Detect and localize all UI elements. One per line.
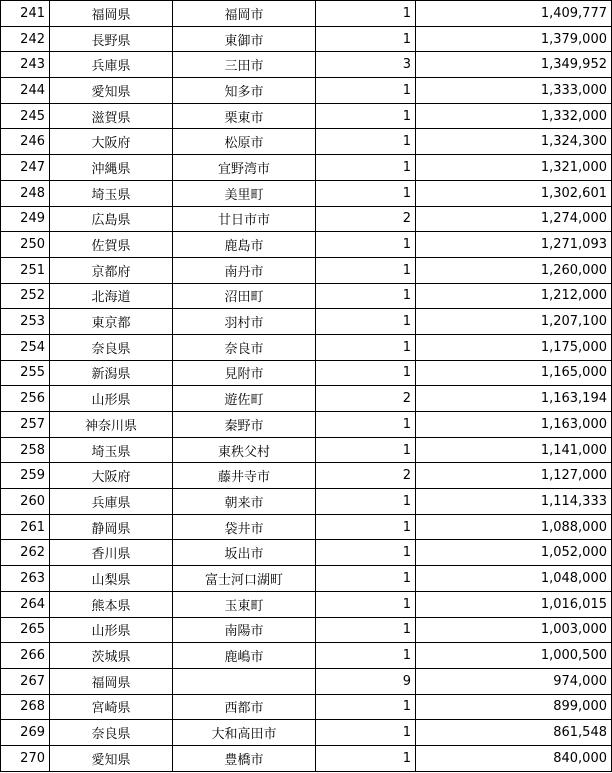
count-cell: 1: [316, 26, 416, 52]
count-cell: 1: [316, 155, 416, 181]
rank-cell: 258: [1, 437, 50, 463]
rank-cell: 259: [1, 463, 50, 489]
rank-cell: 250: [1, 232, 50, 258]
table-row: [1, 694, 612, 720]
count-cell: 1: [316, 1, 416, 27]
rank-cell: 257: [1, 412, 50, 438]
table-row: [1, 334, 612, 360]
count-cell: 1: [316, 720, 416, 746]
amount-cell: 1,260,000: [416, 257, 612, 283]
rank-cell: 270: [1, 745, 50, 771]
ranking-table-body: [1, 1, 612, 772]
amount-cell: 1,163,194: [416, 386, 612, 412]
municipality-cell: 東秩父村: [173, 437, 316, 463]
count-cell: 1: [316, 232, 416, 258]
municipality-cell: 知多市: [173, 78, 316, 104]
rank-cell: 242: [1, 26, 50, 52]
amount-cell: 1,207,100: [416, 309, 612, 335]
amount-cell: 1,271,093: [416, 232, 612, 258]
prefecture-cell: 宮崎県: [50, 694, 173, 720]
table-row: [1, 103, 612, 129]
municipality-cell: 三田市: [173, 52, 316, 78]
rank-cell: 248: [1, 180, 50, 206]
table-row: [1, 206, 612, 232]
prefecture-cell: 東京都: [50, 309, 173, 335]
count-cell: 1: [316, 437, 416, 463]
table-row: [1, 591, 612, 617]
municipality-cell: 見附市: [173, 360, 316, 386]
count-cell: 1: [316, 566, 416, 592]
prefecture-cell: 新潟県: [50, 360, 173, 386]
prefecture-cell: 北海道: [50, 283, 173, 309]
amount-cell: 1,175,000: [416, 334, 612, 360]
count-cell: 2: [316, 386, 416, 412]
rank-cell: 256: [1, 386, 50, 412]
count-cell: 1: [316, 694, 416, 720]
table-row: [1, 283, 612, 309]
table-row: [1, 745, 612, 771]
amount-cell: 1,321,000: [416, 155, 612, 181]
table-row: [1, 617, 612, 643]
rank-cell: 262: [1, 540, 50, 566]
prefecture-cell: 長野県: [50, 26, 173, 52]
table-row: [1, 257, 612, 283]
prefecture-cell: 沖縄県: [50, 155, 173, 181]
table-row: [1, 155, 612, 181]
amount-cell: 1,274,000: [416, 206, 612, 232]
amount-cell: 899,000: [416, 694, 612, 720]
municipality-cell: 遊佐町: [173, 386, 316, 412]
municipality-cell: 廿日市市: [173, 206, 316, 232]
count-cell: 1: [316, 489, 416, 515]
amount-cell: 1,302,601: [416, 180, 612, 206]
prefecture-cell: 兵庫県: [50, 52, 173, 78]
count-cell: 3: [316, 52, 416, 78]
municipality-cell: 奈良市: [173, 334, 316, 360]
amount-cell: 1,052,000: [416, 540, 612, 566]
table-row: [1, 232, 612, 258]
table-row: [1, 566, 612, 592]
municipality-cell: 羽村市: [173, 309, 316, 335]
amount-cell: 840,000: [416, 745, 612, 771]
prefecture-cell: 山形県: [50, 386, 173, 412]
prefecture-cell: 熊本県: [50, 591, 173, 617]
prefecture-cell: 香川県: [50, 540, 173, 566]
municipality-cell: 宜野湾市: [173, 155, 316, 181]
count-cell: 1: [316, 412, 416, 438]
table-row: [1, 463, 612, 489]
table-row: [1, 437, 612, 463]
count-cell: 1: [316, 309, 416, 335]
prefecture-cell: 佐賀県: [50, 232, 173, 258]
count-cell: 1: [316, 591, 416, 617]
municipality-cell: 西都市: [173, 694, 316, 720]
amount-cell: 1,048,000: [416, 566, 612, 592]
count-cell: 1: [316, 180, 416, 206]
municipality-cell: 袋井市: [173, 514, 316, 540]
rank-cell: 264: [1, 591, 50, 617]
count-cell: 1: [316, 129, 416, 155]
count-cell: 1: [316, 283, 416, 309]
table-row: [1, 129, 612, 155]
amount-cell: 1,088,000: [416, 514, 612, 540]
table-row: [1, 180, 612, 206]
amount-cell: 1,163,000: [416, 412, 612, 438]
amount-cell: 1,127,000: [416, 463, 612, 489]
rank-cell: 265: [1, 617, 50, 643]
count-cell: 1: [316, 103, 416, 129]
prefecture-cell: 兵庫県: [50, 489, 173, 515]
municipality-cell: 坂出市: [173, 540, 316, 566]
count-cell: 1: [316, 617, 416, 643]
amount-cell: 1,165,000: [416, 360, 612, 386]
table-row: [1, 514, 612, 540]
municipality-cell: 豊橋市: [173, 745, 316, 771]
amount-cell: 1,324,300: [416, 129, 612, 155]
amount-cell: 861,548: [416, 720, 612, 746]
prefecture-cell: 愛知県: [50, 78, 173, 104]
rank-cell: 254: [1, 334, 50, 360]
municipality-cell: [173, 668, 316, 694]
rank-cell: 241: [1, 1, 50, 27]
count-cell: 1: [316, 360, 416, 386]
table-row: [1, 309, 612, 335]
amount-cell: 1,379,000: [416, 26, 612, 52]
rank-cell: 252: [1, 283, 50, 309]
table-row: [1, 78, 612, 104]
amount-cell: 1,333,000: [416, 78, 612, 104]
municipality-cell: 東御市: [173, 26, 316, 52]
amount-cell: 1,016,015: [416, 591, 612, 617]
prefecture-cell: 山梨県: [50, 566, 173, 592]
municipality-cell: 鹿嶋市: [173, 643, 316, 669]
table-row: [1, 1, 612, 27]
prefecture-cell: 茨城県: [50, 643, 173, 669]
municipality-cell: 南丹市: [173, 257, 316, 283]
amount-cell: 1,003,000: [416, 617, 612, 643]
prefecture-cell: 神奈川県: [50, 412, 173, 438]
table-row: [1, 540, 612, 566]
table-row: [1, 643, 612, 669]
prefecture-cell: 福岡県: [50, 1, 173, 27]
prefecture-cell: 埼玉県: [50, 180, 173, 206]
municipality-cell: 南陽市: [173, 617, 316, 643]
table-row: [1, 52, 612, 78]
count-cell: 2: [316, 206, 416, 232]
prefecture-cell: 奈良県: [50, 334, 173, 360]
rank-cell: 268: [1, 694, 50, 720]
municipality-cell: 栗東市: [173, 103, 316, 129]
municipality-cell: 大和高田市: [173, 720, 316, 746]
rank-cell: 255: [1, 360, 50, 386]
amount-cell: 1,332,000: [416, 103, 612, 129]
amount-cell: 1,000,500: [416, 643, 612, 669]
amount-cell: 1,349,952: [416, 52, 612, 78]
rank-cell: 253: [1, 309, 50, 335]
rank-cell: 247: [1, 155, 50, 181]
count-cell: 1: [316, 745, 416, 771]
rank-cell: 251: [1, 257, 50, 283]
count-cell: 9: [316, 668, 416, 694]
count-cell: 1: [316, 514, 416, 540]
prefecture-cell: 大阪府: [50, 463, 173, 489]
rank-cell: 263: [1, 566, 50, 592]
prefecture-cell: 山形県: [50, 617, 173, 643]
count-cell: 1: [316, 257, 416, 283]
prefecture-cell: 京都府: [50, 257, 173, 283]
table-row: [1, 668, 612, 694]
prefecture-cell: 広島県: [50, 206, 173, 232]
municipality-cell: 福岡市: [173, 1, 316, 27]
table-row: [1, 489, 612, 515]
municipality-cell: 藤井寺市: [173, 463, 316, 489]
table-row: [1, 386, 612, 412]
count-cell: 1: [316, 540, 416, 566]
rank-cell: 244: [1, 78, 50, 104]
municipality-cell: 美里町: [173, 180, 316, 206]
prefecture-cell: 埼玉県: [50, 437, 173, 463]
rank-cell: 246: [1, 129, 50, 155]
count-cell: 1: [316, 334, 416, 360]
prefecture-cell: 静岡県: [50, 514, 173, 540]
municipality-cell: 沼田町: [173, 283, 316, 309]
municipality-cell: 松原市: [173, 129, 316, 155]
count-cell: 1: [316, 78, 416, 104]
municipality-cell: 富士河口湖町: [173, 566, 316, 592]
amount-cell: 974,000: [416, 668, 612, 694]
rank-cell: 243: [1, 52, 50, 78]
count-cell: 1: [316, 643, 416, 669]
rank-cell: 266: [1, 643, 50, 669]
prefecture-cell: 大阪府: [50, 129, 173, 155]
municipality-cell: 朝来市: [173, 489, 316, 515]
amount-cell: 1,409,777: [416, 1, 612, 27]
amount-cell: 1,212,000: [416, 283, 612, 309]
municipality-cell: 鹿島市: [173, 232, 316, 258]
count-cell: 2: [316, 463, 416, 489]
rank-cell: 269: [1, 720, 50, 746]
amount-cell: 1,141,000: [416, 437, 612, 463]
prefecture-cell: 奈良県: [50, 720, 173, 746]
table-row: [1, 720, 612, 746]
prefecture-cell: 愛知県: [50, 745, 173, 771]
table-row: [1, 26, 612, 52]
rank-cell: 249: [1, 206, 50, 232]
prefecture-cell: 滋賀県: [50, 103, 173, 129]
municipality-cell: 秦野市: [173, 412, 316, 438]
rank-cell: 260: [1, 489, 50, 515]
prefecture-cell: 福岡県: [50, 668, 173, 694]
rank-cell: 267: [1, 668, 50, 694]
amount-cell: 1,114,333: [416, 489, 612, 515]
table-row: [1, 412, 612, 438]
table-row: [1, 360, 612, 386]
rank-cell: 245: [1, 103, 50, 129]
rank-cell: 261: [1, 514, 50, 540]
municipality-cell: 玉東町: [173, 591, 316, 617]
